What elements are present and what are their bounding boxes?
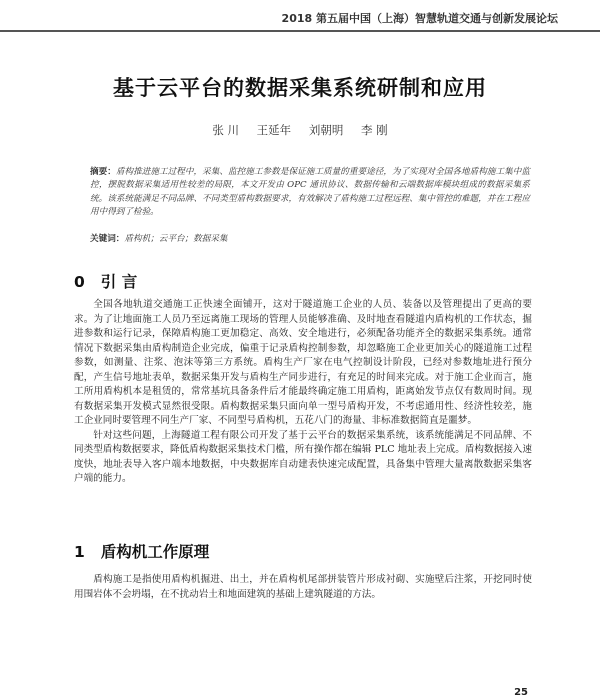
keywords-text: 盾构机；云平台；数据采集: [124, 234, 228, 244]
section-heading-tbm-principle: [74, 540, 209, 562]
author: 张 川: [212, 123, 240, 137]
section-title: 引 言: [100, 273, 138, 291]
paper-title: 基于云平台的数据采集系统研制和应用: [113, 76, 487, 100]
paragraph: 盾构施工是指使用盾构机掘进、出土，并在盾构机尾部拼装管片形成衬砌、实施壁后注浆，开挖同时使用围岩体不会坍塌，在不扰动岩土和地面建筑的基础上建筑隧道的方法。: [74, 574, 532, 600]
paragraph: 全国各地轨道交通施工正快速全面铺开，这对于隧道施工企业的人员、装备以及管理提出了更高的要求。为了让地面施工人员乃至远离施工现场的管理人员能够准确、及时地查看隧道内盾构机的工作状态，掘进参数和运行记录，保障盾构施工更加稳定、高效、安全地进行，必须配备功能齐全的数据采集系统。通常情况下数据采集由盾构制造企业完成，偏重于记录盾构控制参数，却忽略施工企业更加关心的隧道施工过程参数，如测量、注浆、泡沫等第三方系统。盾构生产厂家在电气控制设计阶段，已经对参数地址进行预分配，产生信号地址表单，数据采集开发与盾构生产同步进行，有充足的时间来完成。对于施工企业而言，施工所用盾构机本是租赁的，常常基坑具备条件后才能最终确定施工用盾构，距离始发节点仅有数周时间。现有数据采集开发模式显然很受限。盾构数据采集只面向单一型号盾构开发，不考虑通用性、经济性较差，施工企业同时要管理不同生产厂家、不同型号盾构机，五花八门的海量、非标准数据简直是噩梦。: [74, 299, 532, 426]
section-heading-introduction: [74, 270, 137, 292]
author-list: [0, 122, 600, 138]
section-body-tbm-principle: [74, 573, 532, 602]
section-body-introduction: [74, 298, 532, 487]
page-number: 25: [514, 687, 528, 698]
section-number: 0: [74, 273, 85, 291]
abstract-text: 盾构推进施工过程中，采集、监控施工参数是保证施工质量的重要途径，为了实现对全国各地盾构施工集中监控，摆脱数据采集适用性较差的局限，本文开发由 OPC 通讯协议、数据传输和云端数据库模块组成的数据采集系统。该系统能满足不同品牌、不同类型盾构数据要求，有效解决了盾构施工过程远程、集中管控的难题，并在工程应用中得到了检验。: [90, 167, 530, 218]
running-header: 2018 第五届中国（上海）智慧轨道交通与创新发展论坛: [281, 12, 558, 25]
abstract-label: 摘要：: [90, 167, 116, 177]
header-rule: [0, 30, 600, 32]
keywords-label: 关键词：: [90, 234, 125, 244]
abstract: [90, 166, 530, 220]
section-title: 盾构机工作原理: [100, 543, 210, 561]
paragraph: 针对这些问题，上海隧道工程有限公司开发了基于云平台的数据采集系统，该系统能满足不同品牌、不同类型盾构数据要求，降低盾构数据采集技术门槛，所有操作都在编辑 PLC 地址表上完成。盾构数据接入速度快，地址表导入客户端本地数据，中央数据库自动建表快速完成配置，具备集中管理大量离散数据采集客户端的能力。: [74, 429, 532, 484]
author: 李 刚: [360, 123, 388, 137]
author: 王延年: [256, 123, 292, 137]
section-number: 1: [74, 543, 85, 561]
author: 刘朝明: [308, 123, 344, 137]
keywords: [90, 232, 530, 244]
